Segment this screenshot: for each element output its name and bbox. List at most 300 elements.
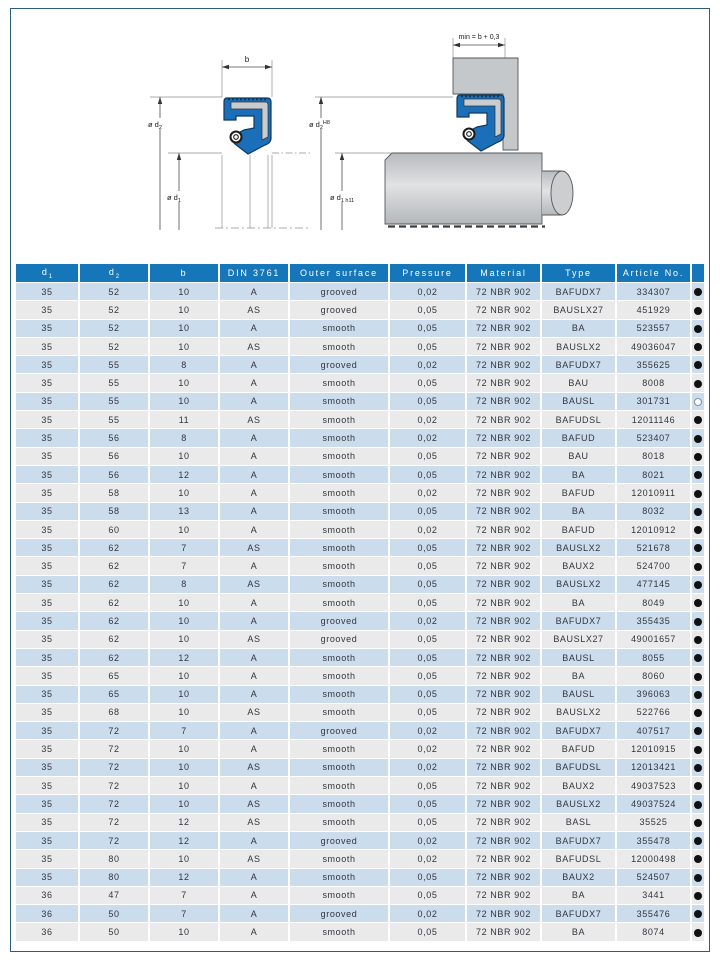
cell-availability	[692, 448, 704, 465]
cell-b: 10	[150, 686, 218, 703]
cell-type: BAUSL	[542, 649, 615, 666]
seal-spec-table	[14, 263, 706, 942]
cell-material: 72 NBR 902	[467, 814, 540, 831]
cell-article-no: 396063	[617, 686, 690, 703]
cell-material: 72 NBR 902	[467, 667, 540, 684]
cell-b: 10	[150, 521, 218, 538]
availability-dot-icon	[694, 416, 702, 424]
cell-d2: 56	[80, 448, 148, 465]
cell-availability	[692, 503, 704, 520]
cell-article-no: 8021	[617, 466, 690, 483]
cell-pressure: 0,05	[390, 594, 465, 611]
cell-din-3761: AS	[220, 704, 288, 721]
cell-b: 10	[150, 301, 218, 318]
cell-d1: 35	[16, 795, 78, 812]
column-header: $d_1$	[16, 264, 78, 282]
column-header: Pressure	[390, 264, 465, 282]
cell-availability	[692, 740, 704, 757]
cell-outer-surface: grooved	[290, 356, 388, 373]
cell-d2: 56	[80, 466, 148, 483]
cell-b: 10	[150, 338, 218, 355]
cell-din-3761: A	[220, 777, 288, 794]
cell-article-no: 8049	[617, 594, 690, 611]
cell-article-no: 451929	[617, 301, 690, 318]
cell-availability	[692, 905, 704, 922]
cell-type: BAUSL	[542, 393, 615, 410]
cell-din-3761: A	[220, 686, 288, 703]
cell-b: 10	[150, 850, 218, 867]
cell-article-no: 8032	[617, 503, 690, 520]
cell-pressure: 0,02	[390, 850, 465, 867]
cell-din-3761: A	[220, 612, 288, 629]
cell-d1: 35	[16, 356, 78, 373]
cell-b: 11	[150, 411, 218, 428]
cell-type: BAU	[542, 448, 615, 465]
cell-din-3761: A	[220, 869, 288, 886]
cell-outer-surface: smooth	[290, 594, 388, 611]
right-installation-section	[307, 34, 573, 230]
cell-d1: 35	[16, 722, 78, 739]
shaft-end-face	[551, 171, 573, 215]
cell-b: 10	[150, 777, 218, 794]
cell-outer-surface: smooth	[290, 539, 388, 556]
cell-d2: 68	[80, 704, 148, 721]
cell-din-3761: A	[220, 484, 288, 501]
cell-material: 72 NBR 902	[467, 887, 540, 904]
availability-dot-icon	[694, 288, 702, 296]
cell-outer-surface: smooth	[290, 393, 388, 410]
cell-article-no: 12000498	[617, 850, 690, 867]
cell-type: BAFUD	[542, 521, 615, 538]
cell-d2: 52	[80, 338, 148, 355]
cell-material: 72 NBR 902	[467, 393, 540, 410]
table-row	[16, 594, 704, 611]
cell-type: BAUSLX2	[542, 539, 615, 556]
cell-material: 72 NBR 902	[467, 686, 540, 703]
cell-outer-surface: grooved	[290, 283, 388, 300]
dim-b-label: b	[244, 55, 250, 64]
cell-material: 72 NBR 902	[467, 320, 540, 337]
cell-d1: 35	[16, 320, 78, 337]
cell-availability	[692, 649, 704, 666]
availability-dot-icon	[694, 746, 702, 754]
cell-d1: 35	[16, 338, 78, 355]
availability-dot-icon	[694, 508, 702, 516]
cell-material: 72 NBR 902	[467, 429, 540, 446]
cell-material: 72 NBR 902	[467, 557, 540, 574]
cell-article-no: 8018	[617, 448, 690, 465]
cell-type: BA	[542, 887, 615, 904]
cell-din-3761: AS	[220, 338, 288, 355]
cell-article-no: 12013421	[617, 759, 690, 776]
cell-outer-surface: smooth	[290, 448, 388, 465]
cell-d2: 72	[80, 722, 148, 739]
cell-type: BAUSLX2	[542, 704, 615, 721]
cell-material: 72 NBR 902	[467, 722, 540, 739]
cell-type: BAFUDSL	[542, 759, 615, 776]
cell-b: 7	[150, 905, 218, 922]
cell-b: 7	[150, 539, 218, 556]
cell-pressure: 0,05	[390, 301, 465, 318]
cell-article-no: 8055	[617, 649, 690, 666]
cell-b: 10	[150, 923, 218, 940]
cell-pressure: 0,05	[390, 338, 465, 355]
seal-diagram-svg	[10, 8, 710, 258]
cell-b: 7	[150, 887, 218, 904]
cell-d2: 65	[80, 667, 148, 684]
availability-dot-icon	[694, 673, 702, 681]
cell-article-no: 3441	[617, 887, 690, 904]
cell-type: BAFUDX7	[542, 356, 615, 373]
cell-material: 72 NBR 902	[467, 374, 540, 391]
cell-availability	[692, 704, 704, 721]
availability-dot-icon	[694, 819, 702, 827]
cell-pressure: 0,02	[390, 612, 465, 629]
cell-d1: 35	[16, 503, 78, 520]
cell-material: 72 NBR 902	[467, 576, 540, 593]
availability-dot-icon	[694, 709, 702, 717]
table-row	[16, 521, 704, 538]
cell-availability	[692, 301, 704, 318]
cell-type: BAFUD	[542, 484, 615, 501]
cell-pressure: 0,05	[390, 649, 465, 666]
cell-availability	[692, 777, 704, 794]
cell-d1: 35	[16, 393, 78, 410]
table-row	[16, 503, 704, 520]
cell-din-3761: AS	[220, 759, 288, 776]
seal-profile-installed	[457, 95, 504, 151]
cell-outer-surface: smooth	[290, 850, 388, 867]
cell-pressure: 0,05	[390, 557, 465, 574]
cell-outer-surface: grooved	[290, 722, 388, 739]
table-row	[16, 283, 704, 300]
cell-din-3761: A	[220, 320, 288, 337]
cell-d1: 36	[16, 923, 78, 940]
availability-dot-icon	[694, 636, 702, 644]
seal-profile-free	[224, 98, 271, 154]
cell-din-3761: A	[220, 667, 288, 684]
cell-availability	[692, 832, 704, 849]
cell-outer-surface: smooth	[290, 704, 388, 721]
cell-outer-surface: smooth	[290, 374, 388, 391]
availability-dot-icon	[694, 325, 702, 333]
cell-pressure: 0,02	[390, 429, 465, 446]
cell-din-3761: AS	[220, 539, 288, 556]
cell-material: 72 NBR 902	[467, 283, 540, 300]
table-row	[16, 649, 704, 666]
cell-pressure: 0,02	[390, 740, 465, 757]
cell-availability	[692, 612, 704, 629]
cell-d2: 62	[80, 576, 148, 593]
cell-availability	[692, 320, 704, 337]
cell-pressure: 0,05	[390, 667, 465, 684]
cell-material: 72 NBR 902	[467, 539, 540, 556]
cell-d2: 60	[80, 521, 148, 538]
table-row	[16, 759, 704, 776]
cell-availability	[692, 283, 704, 300]
cell-availability	[692, 814, 704, 831]
column-header	[692, 264, 704, 282]
cell-d1: 35	[16, 612, 78, 629]
cell-pressure: 0,05	[390, 466, 465, 483]
cell-material: 72 NBR 902	[467, 631, 540, 648]
cell-din-3761: A	[220, 374, 288, 391]
cell-outer-surface: smooth	[290, 923, 388, 940]
cell-b: 12	[150, 832, 218, 849]
cell-article-no: 355478	[617, 832, 690, 849]
column-header: Material	[467, 264, 540, 282]
table-row	[16, 869, 704, 886]
cell-material: 72 NBR 902	[467, 448, 540, 465]
table-row	[16, 484, 704, 501]
availability-dot-icon	[694, 654, 702, 662]
cell-type: BAFUDX7	[542, 905, 615, 922]
cell-d1: 35	[16, 649, 78, 666]
cell-article-no: 49037523	[617, 777, 690, 794]
cell-din-3761: A	[220, 832, 288, 849]
cell-material: 72 NBR 902	[467, 594, 540, 611]
cell-b: 8	[150, 429, 218, 446]
dim-d2-H8-label: ø $d_2^{H8}$	[309, 120, 330, 131]
cell-article-no: 35525	[617, 814, 690, 831]
cell-d1: 35	[16, 869, 78, 886]
cell-type: BAUSLX2	[542, 795, 615, 812]
table-row	[16, 612, 704, 629]
cell-b: 10	[150, 393, 218, 410]
cell-material: 72 NBR 902	[467, 338, 540, 355]
cell-d1: 35	[16, 557, 78, 574]
cell-material: 72 NBR 902	[467, 923, 540, 940]
cell-type: BAUSLX27	[542, 301, 615, 318]
cell-d2: 52	[80, 301, 148, 318]
dim-d1-label: ø $d_1$	[167, 193, 181, 204]
availability-dot-icon	[694, 563, 702, 571]
cell-article-no: 407517	[617, 722, 690, 739]
cell-type: BAUSLX2	[542, 338, 615, 355]
table-row	[16, 393, 704, 410]
cell-pressure: 0,02	[390, 484, 465, 501]
cell-din-3761: A	[220, 521, 288, 538]
cell-outer-surface: smooth	[290, 814, 388, 831]
availability-dot-icon	[694, 544, 702, 552]
table-row	[16, 814, 704, 831]
table-row	[16, 777, 704, 794]
cell-d2: 62	[80, 631, 148, 648]
table-row	[16, 576, 704, 593]
left-cross-section	[146, 55, 310, 230]
cell-type: BAUSLX27	[542, 631, 615, 648]
cell-d1: 35	[16, 429, 78, 446]
cell-type: BASL	[542, 814, 615, 831]
availability-dot-icon	[694, 837, 702, 845]
cell-article-no: 12010915	[617, 740, 690, 757]
cell-pressure: 0,02	[390, 411, 465, 428]
availability-dot-icon	[694, 453, 702, 461]
cell-type: BAU	[542, 374, 615, 391]
cell-outer-surface: grooved	[290, 905, 388, 922]
cell-d2: 55	[80, 411, 148, 428]
cell-pressure: 0,05	[390, 869, 465, 886]
cell-d2: 47	[80, 887, 148, 904]
cell-article-no: 355625	[617, 356, 690, 373]
cell-availability	[692, 356, 704, 373]
cell-outer-surface: smooth	[290, 503, 388, 520]
cell-pressure: 0,02	[390, 521, 465, 538]
cell-material: 72 NBR 902	[467, 740, 540, 757]
cell-outer-surface: smooth	[290, 777, 388, 794]
cell-type: BAFUDX7	[542, 283, 615, 300]
cell-d2: 62	[80, 539, 148, 556]
cell-type: BAUSL	[542, 686, 615, 703]
cell-availability	[692, 374, 704, 391]
cell-pressure: 0,02	[390, 356, 465, 373]
cell-article-no: 49037524	[617, 795, 690, 812]
cell-availability	[692, 429, 704, 446]
availability-dot-icon	[694, 526, 702, 534]
cell-d2: 52	[80, 320, 148, 337]
cell-availability	[692, 631, 704, 648]
cell-din-3761: AS	[220, 411, 288, 428]
table-row	[16, 631, 704, 648]
cell-b: 10	[150, 484, 218, 501]
cell-availability	[692, 923, 704, 940]
cell-b: 7	[150, 722, 218, 739]
cell-pressure: 0,05	[390, 887, 465, 904]
cell-material: 72 NBR 902	[467, 869, 540, 886]
cell-d1: 35	[16, 740, 78, 757]
cell-d2: 80	[80, 869, 148, 886]
arrowhead-left	[222, 65, 229, 69]
availability-dot-icon	[694, 435, 702, 443]
cell-material: 72 NBR 902	[467, 612, 540, 629]
cell-article-no: 521678	[617, 539, 690, 556]
cell-d1: 35	[16, 814, 78, 831]
cell-b: 13	[150, 503, 218, 520]
cell-din-3761: A	[220, 649, 288, 666]
cell-outer-surface: smooth	[290, 429, 388, 446]
cell-d1: 35	[16, 667, 78, 684]
column-header: Article No.	[617, 264, 690, 282]
cell-b: 8	[150, 356, 218, 373]
cell-d2: 72	[80, 832, 148, 849]
table-row	[16, 338, 704, 355]
cell-material: 72 NBR 902	[467, 466, 540, 483]
cell-d1: 35	[16, 777, 78, 794]
cell-din-3761: AS	[220, 795, 288, 812]
cell-pressure: 0,05	[390, 374, 465, 391]
cell-outer-surface: smooth	[290, 521, 388, 538]
cell-type: BA	[542, 320, 615, 337]
cell-outer-surface: smooth	[290, 887, 388, 904]
cell-d2: 62	[80, 612, 148, 629]
cell-d1: 35	[16, 594, 78, 611]
cell-type: BAUX2	[542, 777, 615, 794]
cell-d1: 35	[16, 686, 78, 703]
availability-dot-icon	[694, 361, 702, 369]
availability-dot-icon	[694, 691, 702, 699]
table-row	[16, 667, 704, 684]
cell-d2: 58	[80, 503, 148, 520]
table-row	[16, 686, 704, 703]
table-row	[16, 429, 704, 446]
cell-din-3761: A	[220, 393, 288, 410]
cell-article-no: 524700	[617, 557, 690, 574]
table-row	[16, 704, 704, 721]
cell-article-no: 49036047	[617, 338, 690, 355]
cell-b: 8	[150, 576, 218, 593]
cell-din-3761: AS	[220, 631, 288, 648]
cell-article-no: 523557	[617, 320, 690, 337]
table-row	[16, 448, 704, 465]
cell-d2: 56	[80, 429, 148, 446]
cell-outer-surface: smooth	[290, 557, 388, 574]
table-row	[16, 539, 704, 556]
cell-availability	[692, 795, 704, 812]
column-header: Outer surface	[290, 264, 388, 282]
cell-din-3761: A	[220, 722, 288, 739]
column-header: b	[150, 264, 218, 282]
cell-outer-surface: smooth	[290, 667, 388, 684]
cell-availability	[692, 722, 704, 739]
cell-type: BA	[542, 503, 615, 520]
cell-d2: 50	[80, 905, 148, 922]
cell-pressure: 0,02	[390, 722, 465, 739]
cell-din-3761: A	[220, 429, 288, 446]
cell-d1: 35	[16, 301, 78, 318]
cell-d1: 35	[16, 521, 78, 538]
cell-pressure: 0,02	[390, 905, 465, 922]
cell-material: 72 NBR 902	[467, 649, 540, 666]
cell-d1: 36	[16, 905, 78, 922]
dim-d2-label: ø $d_2$	[148, 120, 162, 131]
cell-din-3761: A	[220, 283, 288, 300]
cell-type: BAFUDX7	[542, 832, 615, 849]
cell-outer-surface: smooth	[290, 759, 388, 776]
cell-availability	[692, 759, 704, 776]
availability-dot-icon	[694, 599, 702, 607]
cell-d2: 52	[80, 283, 148, 300]
availability-dot-icon	[694, 581, 702, 589]
cell-pressure: 0,05	[390, 923, 465, 940]
cell-availability	[692, 850, 704, 867]
cell-d2: 55	[80, 374, 148, 391]
cell-type: BAUSLX2	[542, 576, 615, 593]
cell-b: 10	[150, 759, 218, 776]
cell-type: BA	[542, 923, 615, 940]
cell-pressure: 0,05	[390, 503, 465, 520]
spec-table-header-row	[16, 264, 704, 282]
availability-dot-icon	[694, 471, 702, 479]
cell-b: 10	[150, 594, 218, 611]
cell-availability	[692, 521, 704, 538]
cell-d1: 35	[16, 832, 78, 849]
table-row	[16, 905, 704, 922]
cell-availability	[692, 667, 704, 684]
cell-article-no: 12010911	[617, 484, 690, 501]
cell-material: 72 NBR 902	[467, 759, 540, 776]
cell-d2: 72	[80, 759, 148, 776]
availability-dot-icon	[694, 874, 702, 882]
cell-d2: 55	[80, 356, 148, 373]
cell-d1: 35	[16, 466, 78, 483]
cell-availability	[692, 411, 704, 428]
arrowhead-right	[265, 65, 272, 69]
cell-din-3761: A	[220, 356, 288, 373]
cell-b: 12	[150, 814, 218, 831]
table-row	[16, 557, 704, 574]
cell-outer-surface: smooth	[290, 338, 388, 355]
cell-d2: 62	[80, 649, 148, 666]
